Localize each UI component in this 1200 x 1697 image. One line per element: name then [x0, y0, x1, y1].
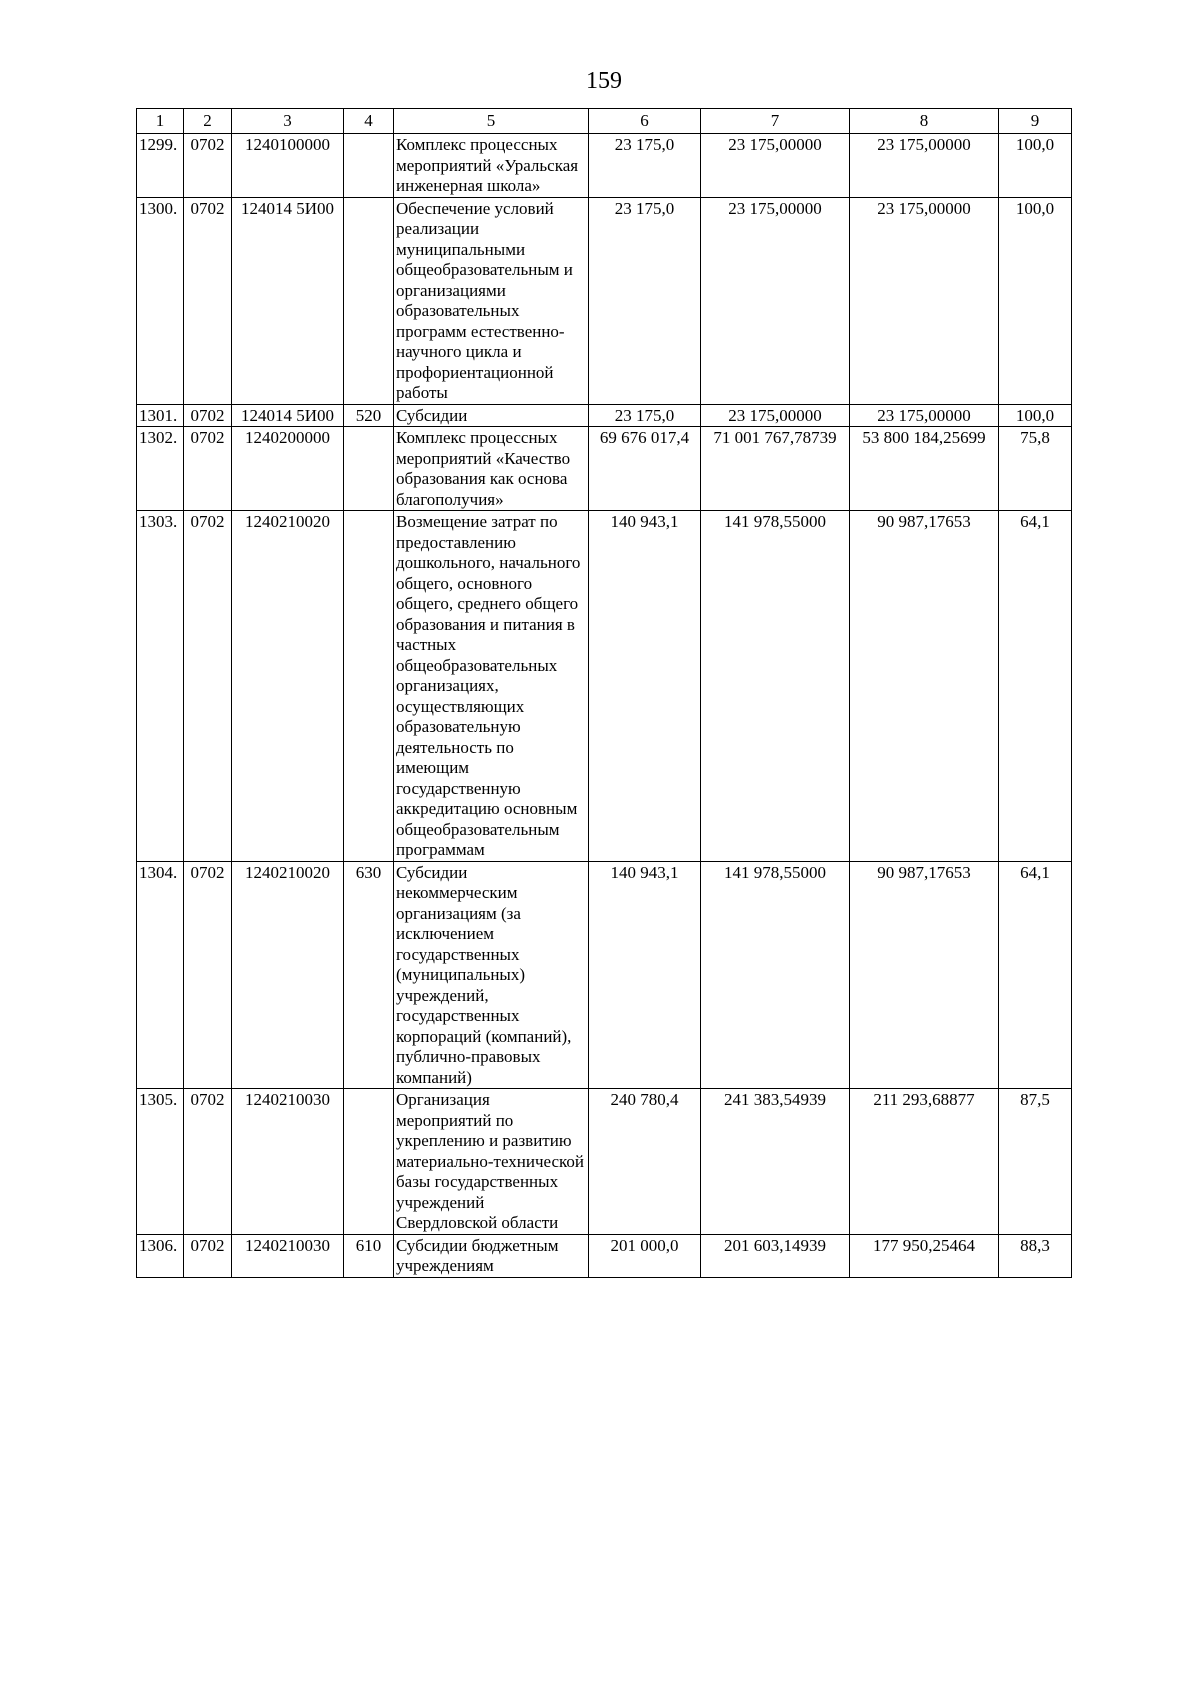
execution-percent-cell: 64,1 [999, 511, 1072, 862]
row-number-cell: 1304. [137, 861, 184, 1089]
execution-percent-cell: 64,1 [999, 861, 1072, 1089]
target-article-cell: 1240210030 [232, 1234, 344, 1277]
section-code-cell: 0702 [184, 511, 232, 862]
refined-amount-cell: 201 603,14939 [701, 1234, 850, 1277]
refined-amount-cell: 71 001 767,78739 [701, 427, 850, 511]
header-col-7: 7 [701, 109, 850, 134]
executed-amount-cell: 53 800 184,25699 [850, 427, 999, 511]
header-col-3: 3 [232, 109, 344, 134]
budget-table [136, 108, 1072, 1278]
execution-percent-cell: 100,0 [999, 197, 1072, 404]
header-col-9: 9 [999, 109, 1072, 134]
target-article-cell: 1240210020 [232, 511, 344, 862]
row-number-cell: 1301. [137, 404, 184, 427]
row-number-cell: 1303. [137, 511, 184, 862]
item-name-cell: Комплекс процессных мероприятий «Качество образования как основа благополучия» [394, 427, 589, 511]
table-row [137, 197, 1072, 404]
refined-amount-cell: 23 175,00000 [701, 134, 850, 198]
header-col-6: 6 [589, 109, 701, 134]
item-name-cell: Субсидии бюджетным учреждениям [394, 1234, 589, 1277]
table-row [137, 861, 1072, 1089]
page-number: 159 [586, 68, 622, 94]
executed-amount-cell: 177 950,25464 [850, 1234, 999, 1277]
row-number-cell: 1302. [137, 427, 184, 511]
item-name-cell: Обеспечение условий реализации муниципальными общеобразовательным и организациями образовательных программ естественно-научного цикла и профориентационной работы [394, 197, 589, 404]
target-article-cell: 1240210020 [232, 861, 344, 1089]
approved-amount-cell: 240 780,4 [589, 1089, 701, 1235]
executed-amount-cell: 23 175,00000 [850, 404, 999, 427]
row-number-cell: 1306. [137, 1234, 184, 1277]
item-name-cell: Возмещение затрат по предоставлению дошкольного, начального общего, основного общего, среднего общего образования и питания в частных общеобразовательных организациях, осуществляющих образовательную деятельность по имеющим государственную аккредитацию основным общеобразовательным программам [394, 511, 589, 862]
approved-amount-cell: 140 943,1 [589, 511, 701, 862]
row-number-cell: 1305. [137, 1089, 184, 1235]
section-code-cell: 0702 [184, 861, 232, 1089]
execution-percent-cell: 88,3 [999, 1234, 1072, 1277]
expense-type-cell [344, 427, 394, 511]
table-row [137, 511, 1072, 862]
header-col-5: 5 [394, 109, 589, 134]
table-row [137, 1089, 1072, 1235]
expense-type-cell [344, 197, 394, 404]
table-row [137, 1234, 1072, 1277]
expense-type-cell [344, 511, 394, 862]
item-name-cell: Организация мероприятий по укреплению и развитию материально-технической базы государственных учреждений Свердловской области [394, 1089, 589, 1235]
section-code-cell: 0702 [184, 404, 232, 427]
approved-amount-cell: 201 000,0 [589, 1234, 701, 1277]
executed-amount-cell: 23 175,00000 [850, 197, 999, 404]
approved-amount-cell: 23 175,0 [589, 197, 701, 404]
table-row [137, 427, 1072, 511]
expense-type-cell [344, 1089, 394, 1235]
execution-percent-cell: 100,0 [999, 134, 1072, 198]
row-number-cell: 1300. [137, 197, 184, 404]
section-code-cell: 0702 [184, 1234, 232, 1277]
approved-amount-cell: 23 175,0 [589, 134, 701, 198]
execution-percent-cell: 87,5 [999, 1089, 1072, 1235]
target-article-cell: 1240100000 [232, 134, 344, 198]
executed-amount-cell: 23 175,00000 [850, 134, 999, 198]
target-article-cell: 1240210030 [232, 1089, 344, 1235]
header-col-1: 1 [137, 109, 184, 134]
item-name-cell: Субсидии [394, 404, 589, 427]
approved-amount-cell: 140 943,1 [589, 861, 701, 1089]
section-code-cell: 0702 [184, 1089, 232, 1235]
expense-type-cell: 630 [344, 861, 394, 1089]
header-col-4: 4 [344, 109, 394, 134]
table-body [137, 134, 1072, 1278]
section-code-cell: 0702 [184, 197, 232, 404]
section-code-cell: 0702 [184, 427, 232, 511]
executed-amount-cell: 90 987,17653 [850, 511, 999, 862]
item-name-cell: Субсидии некоммерческим организациям (за исключением государственных (муниципальных) учреждений, государственных корпораций (компаний), публично-правовых компаний) [394, 861, 589, 1089]
refined-amount-cell: 141 978,55000 [701, 511, 850, 862]
executed-amount-cell: 211 293,68877 [850, 1089, 999, 1235]
table-header-row [137, 109, 1072, 134]
target-article-cell: 1240200000 [232, 427, 344, 511]
execution-percent-cell: 75,8 [999, 427, 1072, 511]
refined-amount-cell: 141 978,55000 [701, 861, 850, 1089]
refined-amount-cell: 23 175,00000 [701, 404, 850, 427]
header-col-2: 2 [184, 109, 232, 134]
table-row [137, 134, 1072, 198]
executed-amount-cell: 90 987,17653 [850, 861, 999, 1089]
expense-type-cell: 610 [344, 1234, 394, 1277]
expense-type-cell [344, 134, 394, 198]
expense-type-cell: 520 [344, 404, 394, 427]
header-col-8: 8 [850, 109, 999, 134]
target-article-cell: 124014 5И00 [232, 197, 344, 404]
approved-amount-cell: 69 676 017,4 [589, 427, 701, 511]
section-code-cell: 0702 [184, 134, 232, 198]
item-name-cell: Комплекс процессных мероприятий «Уральская инженерная школа» [394, 134, 589, 198]
approved-amount-cell: 23 175,0 [589, 404, 701, 427]
execution-percent-cell: 100,0 [999, 404, 1072, 427]
row-number-cell: 1299. [137, 134, 184, 198]
refined-amount-cell: 241 383,54939 [701, 1089, 850, 1235]
refined-amount-cell: 23 175,00000 [701, 197, 850, 404]
table-row [137, 404, 1072, 427]
target-article-cell: 124014 5И00 [232, 404, 344, 427]
